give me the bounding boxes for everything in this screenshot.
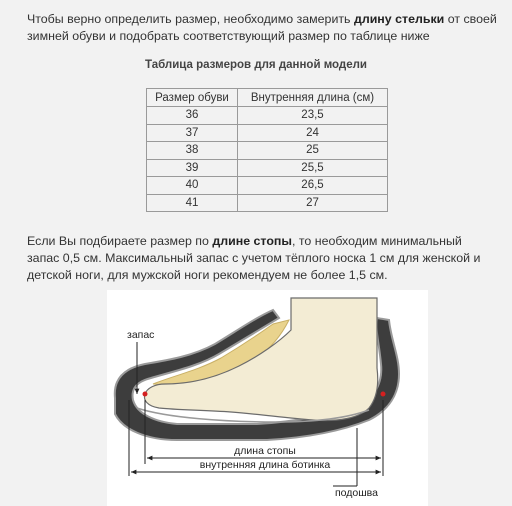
length-cell: 27 bbox=[238, 194, 388, 212]
intro-bold-text: длину стельки bbox=[353, 12, 445, 26]
table-row bbox=[147, 124, 388, 142]
size-cell: 39 bbox=[147, 159, 238, 177]
sole-label: подошва bbox=[335, 487, 378, 499]
length-cell: 24 bbox=[238, 124, 388, 142]
column-header-length: Внутренняя длина (см) bbox=[238, 89, 388, 107]
table-row bbox=[147, 142, 388, 160]
boot-measurement-diagram bbox=[107, 290, 428, 506]
size-cell: 36 bbox=[147, 107, 238, 125]
heel-marker bbox=[381, 392, 386, 397]
allowance-label: запас bbox=[127, 329, 155, 341]
intro-text-part: Чтобы верно определить размер, необходимо замерить bbox=[27, 12, 354, 26]
size-cell: 38 bbox=[147, 142, 238, 160]
table-caption: Таблица размеров для данной модели bbox=[144, 59, 368, 71]
column-header-size: Размер обуви bbox=[147, 89, 238, 107]
length-cell: 25,5 bbox=[238, 159, 388, 177]
advice-bold-text: длине стопы bbox=[212, 234, 292, 248]
table-row bbox=[147, 107, 388, 125]
advice-text-part: Если Вы подбираете размер по bbox=[27, 234, 213, 248]
length-cell: 23,5 bbox=[238, 107, 388, 125]
foot-length-label: длина стопы bbox=[234, 445, 296, 457]
advice-text-part: , то необходим минимальный запас 0,5 см. Максимальный запас с учетом тёплого носка 1 см для женской и детской ноги, для мужской ноги рекомендуем не более 1,5 см. bbox=[27, 234, 481, 282]
table-row bbox=[147, 194, 388, 212]
boot-illustration bbox=[107, 290, 428, 506]
size-cell: 37 bbox=[147, 124, 238, 142]
intro-text bbox=[27, 11, 497, 45]
table-row bbox=[147, 159, 388, 177]
length-cell: 26,5 bbox=[238, 177, 388, 195]
size-cell: 40 bbox=[147, 177, 238, 195]
size-cell: 41 bbox=[147, 194, 238, 212]
size-table bbox=[146, 88, 388, 212]
toe-marker bbox=[143, 392, 148, 397]
table-row bbox=[147, 177, 388, 195]
advice-text bbox=[27, 233, 497, 284]
inner-length-label: внутренняя длина ботинка bbox=[199, 459, 331, 471]
length-cell: 25 bbox=[238, 142, 388, 160]
table-header-row bbox=[147, 89, 388, 107]
intro-text-part: от своей зимней обуви и подобрать соответствующий размер по таблице ниже bbox=[27, 12, 497, 43]
